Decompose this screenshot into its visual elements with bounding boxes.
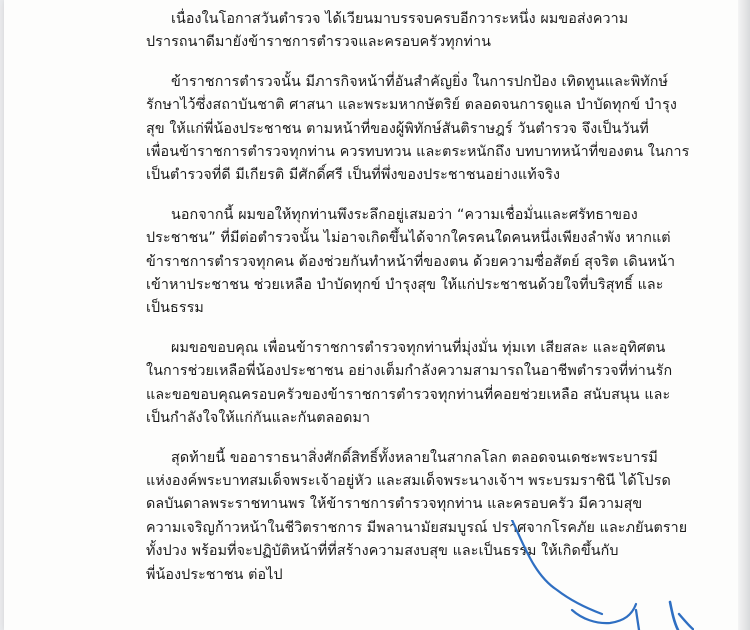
paragraph-4 <box>146 337 712 431</box>
paragraph-4-line-3: และขอขอบคุณครอบครัวของข้าราชการตำรวจทุกท่านที่คอยช่วยเหลือ สนับสนุน และ <box>146 386 671 403</box>
paragraph-1-line-1: เนื่องในโอกาสวันตำรวจ ได้เวียนมาบรรจบครบอีกวาระหนึ่ง ผมขอส่งความ <box>171 11 629 27</box>
signature-stroke-2 <box>572 604 636 623</box>
page-edge-shadow <box>738 0 750 630</box>
paragraph-2-line-4: เพื่อนข้าราชการตำรวจทุกท่าน ควรทบทวน และตระหนักถึง บทบาทหน้าที่ของตน ในการ <box>146 144 690 161</box>
paragraph-5-line-6: พี่น้องประชาชน ต่อไป <box>146 566 283 583</box>
paragraph-3-line-2: ประชาชน” ที่มีต่อตำรวจนั้น ไม่อาจเกิดขึ้นได้จากใครคนใดคนหนึ่งเพียงลำพัง หากแต่ <box>146 230 671 247</box>
paragraph-4-line-1: ผมขอขอบคุณ เพื่อนข้าราชการตำรวจทุกท่านที่มุ่งมั่น ทุ่มเท เสียสละ และอุทิศตน <box>171 339 666 356</box>
paragraph-2 <box>146 71 712 188</box>
paragraph-1 <box>146 8 712 55</box>
paragraph-5 <box>146 447 712 587</box>
paragraph-4-line-4: เป็นกำลังใจให้แก่กันและกันตลอดมา <box>146 410 371 427</box>
paragraph-5-line-4: ความเจริญก้าวหน้าในชีวิตราชการ มีพลานามัยสมบูรณ์ ปราศจากโรคภัย และภยันตราย <box>146 519 688 536</box>
paragraph-2-line-5: เป็นตำรวจที่ดี มีเกียรติ มีศักดิ์ศรี เป็นที่พึ่งของประชาชนอย่างแท้จริง <box>146 167 561 184</box>
paragraph-2-line-1: ข้าราชการตำรวจนั้น มีภารกิจหน้าที่อันสำคัญยิ่ง ในการปกป้อง เทิดทูนและพิทักษ์ <box>171 73 669 90</box>
signature-stroke-5 <box>679 614 694 630</box>
paragraph-4-line-2: ในการช่วยเหลือพี่น้องประชาชน อย่างเต็มกำลังความสามารถในอาชีพตำรวจที่ท่านรัก <box>146 363 673 380</box>
paragraph-3-line-5: เป็นธรรม <box>146 300 204 317</box>
paragraph-2-line-3: สุข ให้แก่พี่น้องประชาชน ตามหน้าที่ของผู้พิทักษ์สันติราษฎร์ วันตำรวจ จึงเป็นวันที่ <box>146 120 649 137</box>
paragraph-5-line-5: ทั้งปวง พร้อมที่จะปฏิบัติหน้าที่ที่สร้างความสงบสุข และเป็นธรรม ให้เกิดขึ้นกับ <box>146 543 619 560</box>
letter-page <box>4 0 738 630</box>
paragraph-3 <box>146 204 712 321</box>
signature-stroke-4 <box>670 602 678 630</box>
paragraph-5-line-2: แห่งองค์พระบาทสมเด็จพระเจ้าอยู่หัว และสมเด็จพระนางเจ้าฯ พระบรมราชินี ได้โปรด <box>146 472 671 489</box>
paragraph-3-line-1: นอกจากนี้ ผมขอให้ทุกท่านพึงระลึกอยู่เสมอว่า “ความเชื่อมั่นและศรัทธาของ <box>171 206 638 223</box>
paragraph-1-line-2: ปรารถนาดีมายังข้าราชการตำรวจและครอบครัวทุกท่าน <box>146 34 492 51</box>
paragraph-3-line-4: เข้าหาประชาชน ช่วยเหลือ บำบัดทุกข์ บำรุงสุข ให้แก่ประชาชนด้วยใจที่บริสุทธิ์ และ <box>146 277 664 294</box>
paragraph-3-line-3: ข้าราชการตำรวจทุกคน ต้องช่วยกันทำหน้าที่ของตน ด้วยความซื่อสัตย์ สุจริต เดินหน้า <box>146 253 676 270</box>
signature-stroke-3 <box>636 610 639 630</box>
paragraph-5-line-3: ดลบันดาลพระราชทานพร ให้ข้าราชการตำรวจทุกท่าน และครอบครัว มีความสุข <box>146 496 643 513</box>
letter-body <box>146 8 712 603</box>
paragraph-5-line-1: สุดท้ายนี้ ขออาราธนาสิ่งศักดิ์สิทธิ์ทั้งหลายในสากลโลก ตลอดจนเดชะพระบารมี <box>171 449 658 466</box>
paragraph-2-line-2: รักษาไว้ซึ่งสถาบันชาติ ศาสนา และพระมหากษัตริย์ ตลอดจนการดูแล บำบัดทุกข์ บำรุง <box>146 97 677 114</box>
